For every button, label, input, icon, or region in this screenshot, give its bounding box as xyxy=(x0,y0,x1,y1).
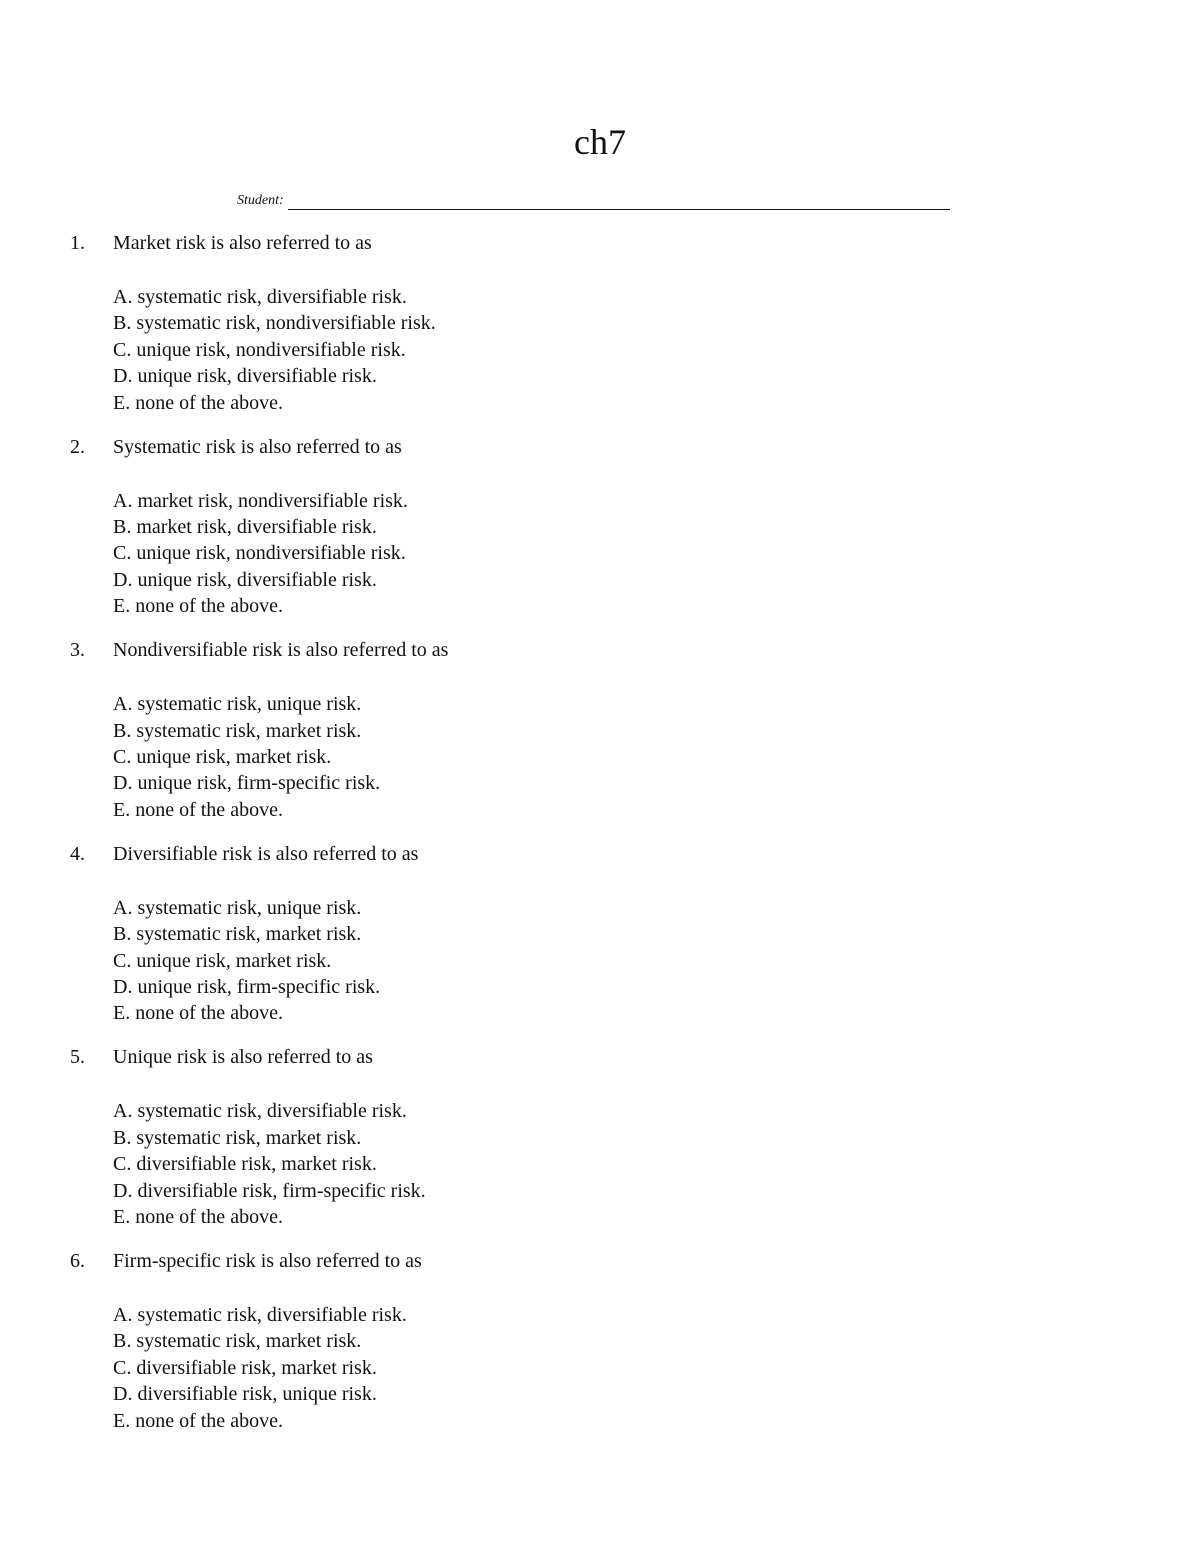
question-5 xyxy=(0,1043,1200,1247)
student-name-line xyxy=(237,188,950,210)
option-d[interactable]: D. unique risk, diversifiable risk. xyxy=(113,365,377,388)
question-list xyxy=(0,229,1200,1451)
option-d[interactable]: D. diversifiable risk, unique risk. xyxy=(113,1383,377,1406)
question-2 xyxy=(0,433,1200,637)
question-3 xyxy=(0,636,1200,840)
question-number: 2. xyxy=(70,435,85,458)
option-d[interactable]: D. unique risk, firm-specific risk. xyxy=(113,975,381,998)
option-e[interactable]: E. none of the above. xyxy=(113,1205,283,1228)
question-stem: Unique risk is also referred to as xyxy=(113,1046,373,1069)
option-b[interactable]: B. systematic risk, market risk. xyxy=(113,1330,362,1353)
option-c[interactable]: C. unique risk, nondiversifiable risk. xyxy=(113,542,406,565)
option-c[interactable]: C. diversifiable risk, market risk. xyxy=(113,1153,377,1176)
student-label: Student: xyxy=(237,193,284,208)
page-title: ch7 xyxy=(574,122,626,162)
option-b[interactable]: B. systematic risk, market risk. xyxy=(113,719,362,742)
option-e[interactable]: E. none of the above. xyxy=(113,1409,283,1432)
option-d[interactable]: D. diversifiable risk, firm-specific risk. xyxy=(113,1179,426,1202)
option-a[interactable]: A. systematic risk, unique risk. xyxy=(113,693,362,716)
question-number: 4. xyxy=(70,842,85,865)
option-c[interactable]: C. unique risk, market risk. xyxy=(113,949,332,972)
question-stem: Firm-specific risk is also referred to as xyxy=(113,1249,422,1272)
option-c[interactable]: C. unique risk, nondiversifiable risk. xyxy=(113,338,406,361)
question-stem: Market risk is also referred to as xyxy=(113,232,372,254)
option-b[interactable]: B. systematic risk, nondiversifiable risk. xyxy=(113,312,436,335)
question-stem: Nondiversifiable risk is also referred to as xyxy=(113,639,449,662)
option-b[interactable]: B. systematic risk, market risk. xyxy=(113,1126,362,1149)
option-b[interactable]: B. systematic risk, market risk. xyxy=(113,923,362,946)
answer-options xyxy=(113,691,380,823)
question-number: 3. xyxy=(70,639,85,662)
question-number: 5. xyxy=(70,1046,85,1069)
option-c[interactable]: C. diversifiable risk, market risk. xyxy=(113,1356,377,1379)
answer-options xyxy=(113,284,436,416)
question-6 xyxy=(0,1247,1200,1451)
question-1 xyxy=(0,229,1200,433)
option-e[interactable]: E. none of the above. xyxy=(113,595,283,618)
option-a[interactable]: A. systematic risk, diversifiable risk. xyxy=(113,1100,407,1123)
option-e[interactable]: E. none of the above. xyxy=(113,1002,283,1025)
option-e[interactable]: E. none of the above. xyxy=(113,798,283,821)
question-stem: Diversifiable risk is also referred to as xyxy=(113,842,419,865)
student-name-field[interactable] xyxy=(288,195,950,210)
option-c[interactable]: C. unique risk, market risk. xyxy=(113,745,332,768)
option-a[interactable]: A. systematic risk, unique risk. xyxy=(113,896,362,919)
answer-options xyxy=(113,1302,407,1434)
option-b[interactable]: B. market risk, diversifiable risk. xyxy=(113,515,377,538)
option-a[interactable]: A. market risk, nondiversifiable risk. xyxy=(113,489,408,512)
answer-options xyxy=(113,895,380,1027)
option-d[interactable]: D. unique risk, firm-specific risk. xyxy=(113,772,381,795)
answer-options xyxy=(113,488,408,620)
option-e[interactable]: E. none of the above. xyxy=(113,391,283,414)
question-number: 1. xyxy=(70,232,85,254)
question-number: 6. xyxy=(70,1249,85,1272)
question-4 xyxy=(0,840,1200,1044)
question-stem: Systematic risk is also referred to as xyxy=(113,435,402,458)
option-a[interactable]: A. systematic risk, diversifiable risk. xyxy=(113,1303,407,1326)
answer-options xyxy=(113,1098,426,1230)
option-d[interactable]: D. unique risk, diversifiable risk. xyxy=(113,568,377,591)
option-a[interactable]: A. systematic risk, diversifiable risk. xyxy=(113,286,407,308)
